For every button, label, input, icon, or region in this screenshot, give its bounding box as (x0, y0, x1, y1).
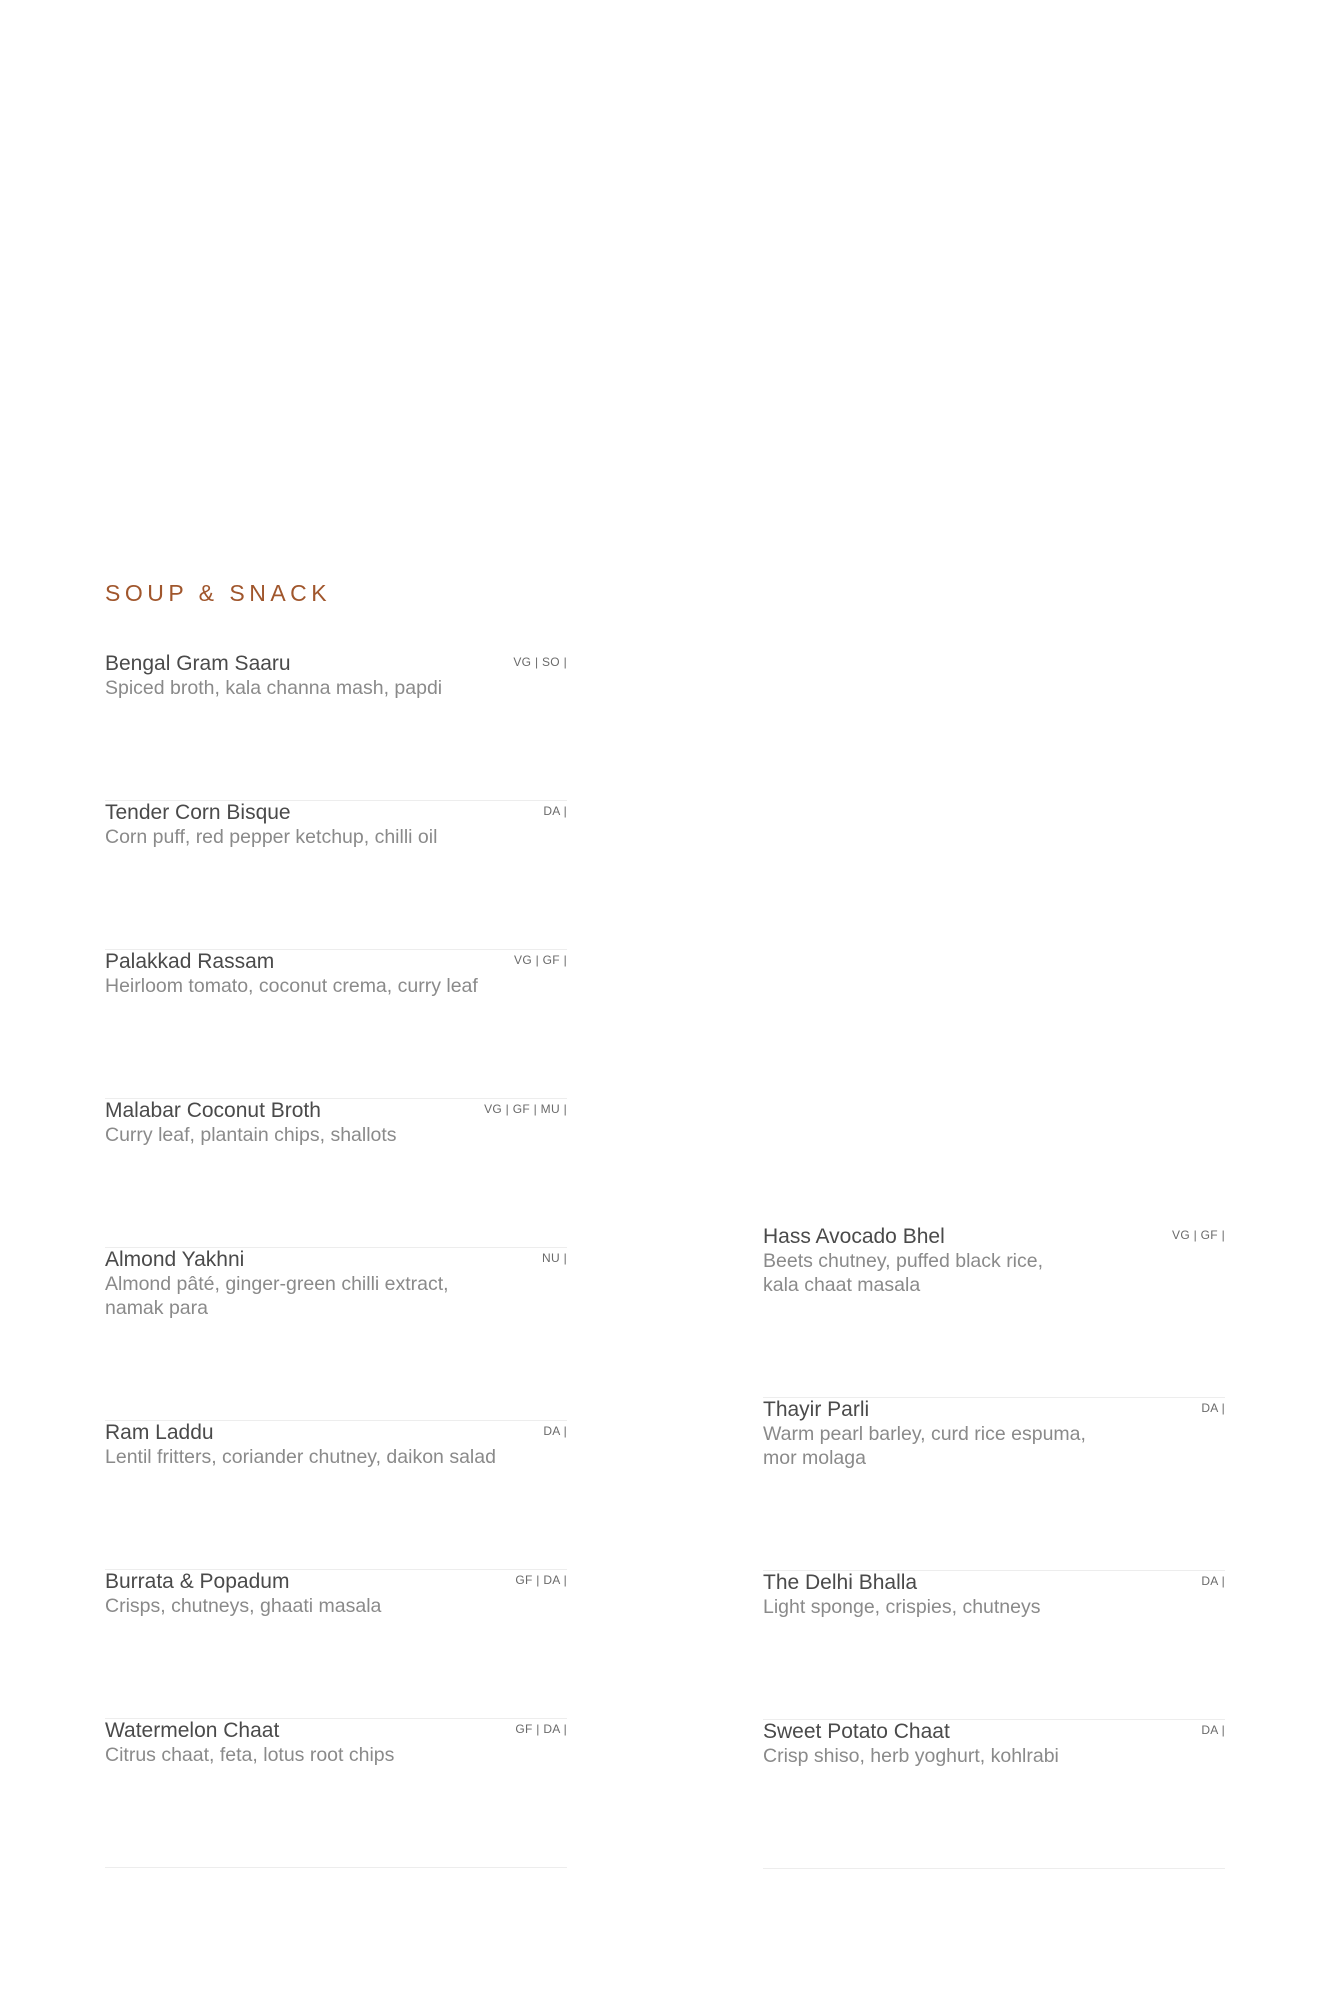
dish-name: Watermelon Chaat (105, 1719, 280, 1742)
dish-name: Thayir Parli (763, 1398, 870, 1421)
menu-item (105, 1099, 567, 1248)
dish-description: Beets chutney, puffed black rice, kala chaat masala (763, 1250, 1044, 1296)
dietary-tags: DA | (543, 804, 567, 818)
menu-item (763, 1571, 1225, 1720)
dish-description: Warm pearl barley, curd rice espuma, mor molaga (763, 1423, 1086, 1469)
dietary-tags: DA | (1201, 1574, 1225, 1588)
menu-item (763, 1398, 1225, 1571)
dietary-tags: VG | SO | (513, 655, 567, 669)
menu-item (105, 801, 567, 950)
divider (763, 1868, 1225, 1869)
dish-name: Ram Laddu (105, 1421, 214, 1444)
dish-description: Corn puff, red pepper ketchup, chilli oil (105, 826, 438, 848)
dietary-tags: DA | (1201, 1723, 1225, 1737)
dish-name: Almond Yakhni (105, 1248, 245, 1271)
dish-name: Tender Corn Bisque (105, 801, 291, 824)
dish-name: The Delhi Bhalla (763, 1571, 918, 1594)
dish-name: Palakkad Rassam (105, 950, 275, 973)
dish-description: Citrus chaat, feta, lotus root chips (105, 1744, 395, 1766)
dietary-tags: VG | GF | (1172, 1228, 1225, 1242)
dish-description: Spiced broth, kala channa mash, papdi (105, 677, 443, 699)
dietary-tags: GF | DA | (515, 1573, 567, 1587)
dish-description: Curry leaf, plantain chips, shallots (105, 1124, 397, 1146)
dish-name: Burrata & Popadum (105, 1570, 290, 1593)
dietary-tags: VG | GF | (514, 953, 567, 967)
dish-name: Hass Avocado Bhel (763, 1225, 945, 1248)
menu-column-left (105, 652, 567, 1868)
menu-item (105, 652, 567, 801)
menu-item (105, 1248, 567, 1421)
menu-item (105, 1570, 567, 1719)
dish-description: Lentil fritters, coriander chutney, daikon salad (105, 1446, 496, 1468)
dish-name: Malabar Coconut Broth (105, 1099, 321, 1122)
dish-name: Sweet Potato Chaat (763, 1720, 950, 1743)
menu-item (105, 1421, 567, 1570)
dish-description: Heirloom tomato, coconut crema, curry leaf (105, 975, 478, 997)
dietary-tags: NU | (542, 1251, 567, 1265)
dish-name: Bengal Gram Saaru (105, 652, 291, 675)
dietary-tags: VG | GF | MU | (484, 1102, 567, 1116)
section-title: SOUP & SNACK (105, 580, 332, 606)
dish-description: Almond pâté, ginger-green chilli extract, namak para (105, 1273, 449, 1319)
dish-description: Light sponge, crispies, chutneys (763, 1596, 1041, 1618)
menu-item (763, 1720, 1225, 1869)
dietary-tags: GF | DA | (515, 1722, 567, 1736)
menu-item (763, 1225, 1225, 1398)
menu-column-right (763, 1225, 1225, 1869)
divider (105, 1867, 567, 1868)
menu-item (105, 1719, 567, 1868)
dietary-tags: DA | (1201, 1401, 1225, 1415)
dish-description: Crisp shiso, herb yoghurt, kohlrabi (763, 1745, 1059, 1767)
dietary-tags: DA | (543, 1424, 567, 1438)
menu-item (105, 950, 567, 1099)
dish-description: Crisps, chutneys, ghaati masala (105, 1595, 382, 1617)
